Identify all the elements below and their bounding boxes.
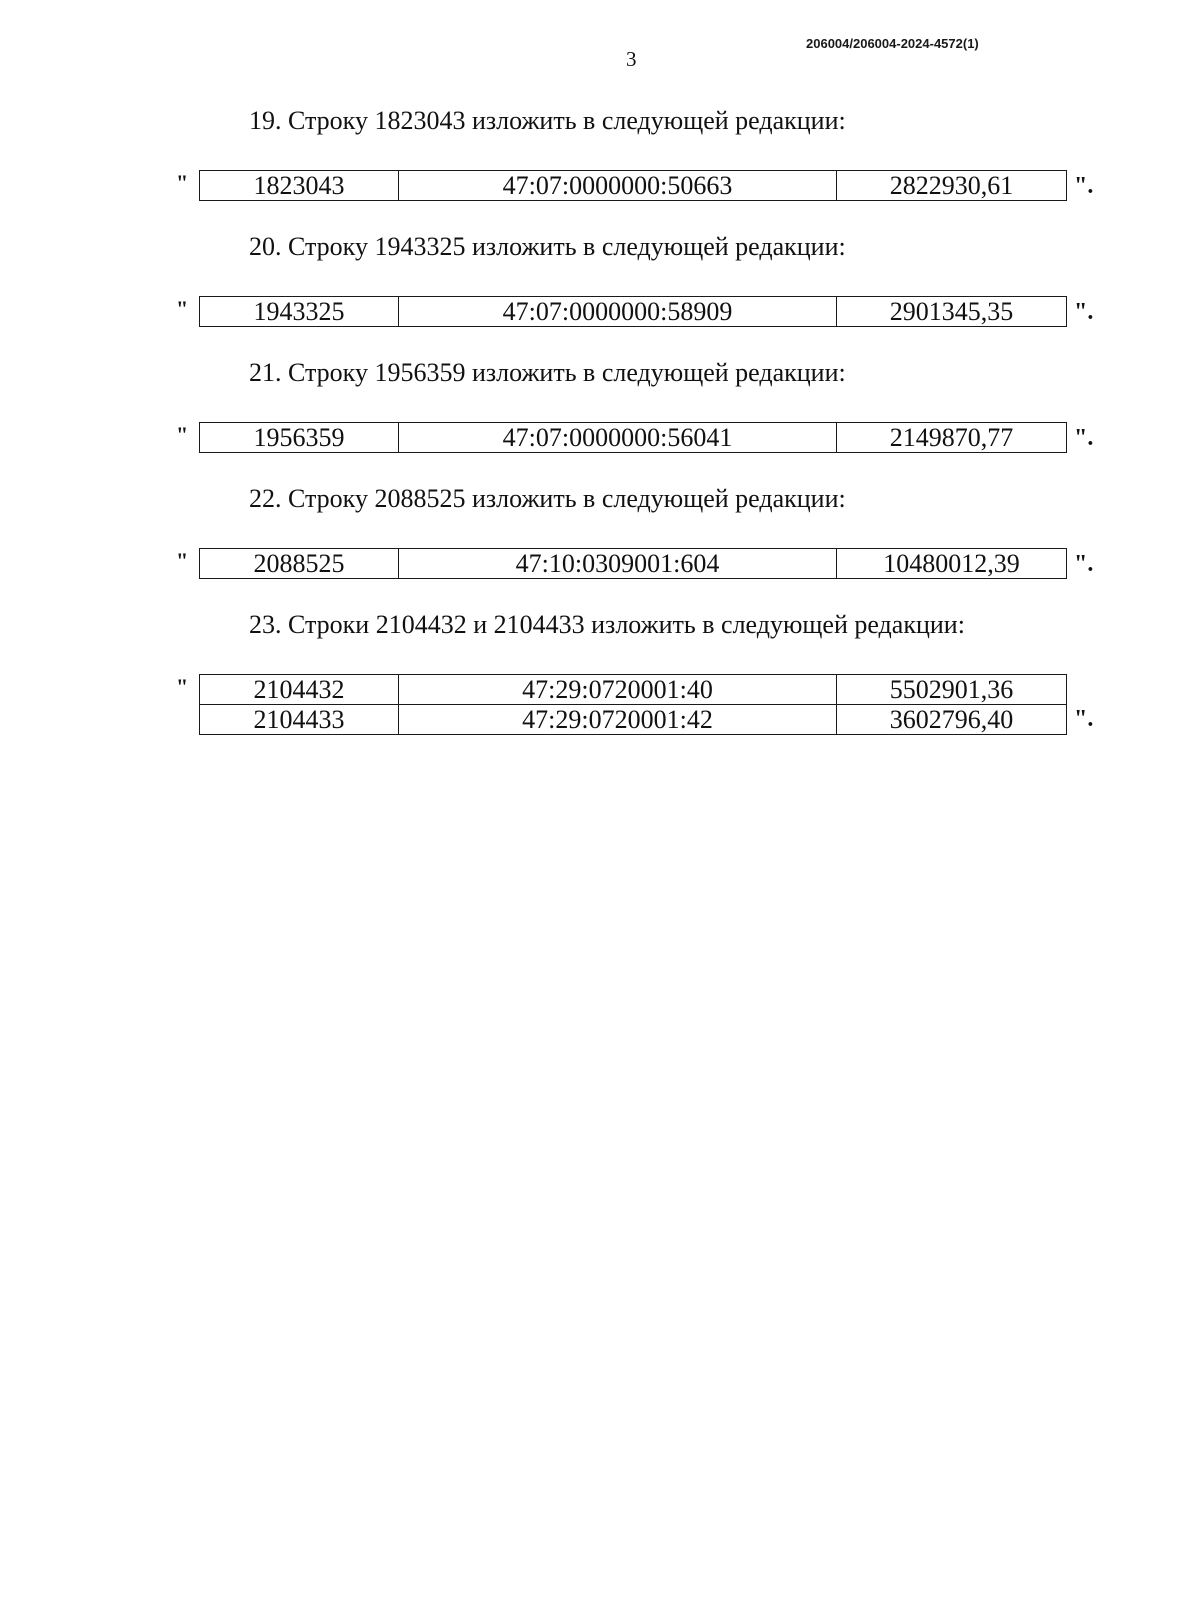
row-number-cell: 2104433	[200, 705, 399, 735]
row-number-cell: 2104432	[200, 675, 399, 705]
closing-quote: ".	[1074, 173, 1094, 199]
opening-quote: "	[176, 170, 189, 195]
table-row	[200, 423, 1067, 453]
amendment-table	[199, 422, 1067, 453]
table-row	[200, 705, 1067, 735]
closing-quote: ".	[1074, 425, 1094, 451]
closing-quote: ".	[1074, 706, 1094, 732]
amendment-text: 22. Строку 2088525 изложить в следующей редакции:	[249, 484, 846, 513]
amendment-table	[199, 296, 1067, 327]
row-number-cell: 1943325	[200, 297, 399, 327]
table-row	[200, 171, 1067, 201]
cadastral-number-cell: 47:29:0720001:40	[399, 675, 837, 705]
opening-quote: "	[176, 296, 189, 321]
closing-quote: ".	[1074, 551, 1094, 577]
page-number: 3	[626, 47, 637, 71]
table-row	[200, 297, 1067, 327]
closing-quote: ".	[1074, 299, 1094, 325]
cadastral-number-cell: 47:29:0720001:42	[399, 705, 837, 735]
table-row	[200, 549, 1067, 579]
amendment-text: 19. Строку 1823043 изложить в следующей редакции:	[249, 106, 846, 135]
row-number-cell: 2088525	[200, 549, 399, 579]
cadastral-number-cell: 47:07:0000000:58909	[399, 297, 837, 327]
row-number-cell: 1823043	[200, 171, 399, 201]
amendment-text: 23. Строки 2104432 и 2104433 изложить в следующей редакции:	[249, 610, 965, 639]
opening-quote: "	[176, 674, 189, 699]
cadastral-number-cell: 47:07:0000000:50663	[399, 171, 837, 201]
cadastral-number-cell: 47:10:0309001:604	[399, 549, 837, 579]
opening-quote: "	[176, 548, 189, 573]
opening-quote: "	[176, 422, 189, 447]
amendment-table	[199, 548, 1067, 579]
document-id: 206004/206004-2024-4572(1)	[806, 36, 979, 51]
cadastral-value-cell: 2901345,35	[837, 297, 1067, 327]
amendment-text: 21. Строку 1956359 изложить в следующей редакции:	[249, 358, 846, 387]
cadastral-number-cell: 47:07:0000000:56041	[399, 423, 837, 453]
amendment-table	[199, 170, 1067, 201]
cadastral-value-cell: 5502901,36	[837, 675, 1067, 705]
table-row	[200, 675, 1067, 705]
amendment-table	[199, 674, 1067, 735]
cadastral-value-cell: 2822930,61	[837, 171, 1067, 201]
row-number-cell: 1956359	[200, 423, 399, 453]
amendment-text: 20. Строку 1943325 изложить в следующей редакции:	[249, 232, 846, 261]
cadastral-value-cell: 10480012,39	[837, 549, 1067, 579]
cadastral-value-cell: 3602796,40	[837, 705, 1067, 735]
cadastral-value-cell: 2149870,77	[837, 423, 1067, 453]
